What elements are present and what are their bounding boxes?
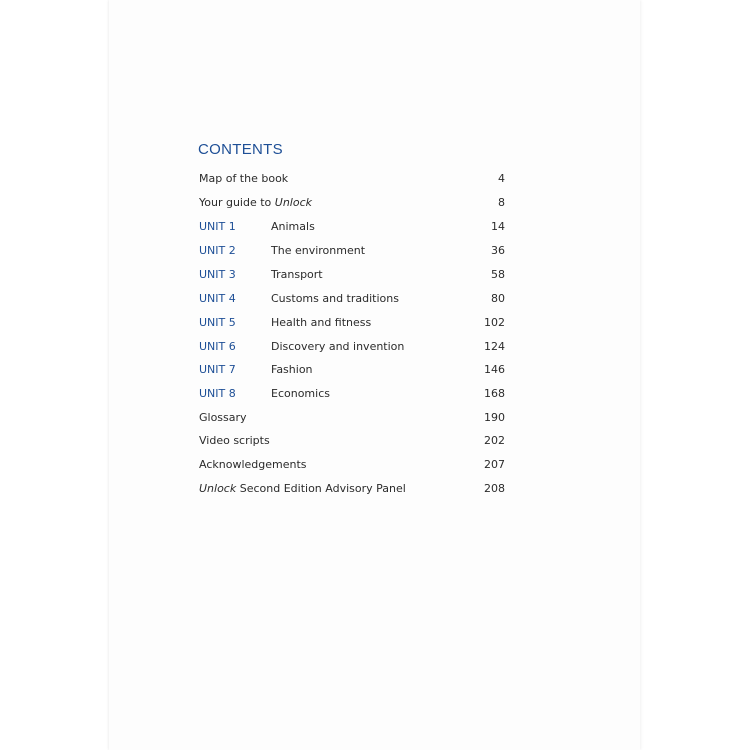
toc-entry-title: Acknowledgements: [199, 458, 307, 471]
toc-entry-title: Glossary: [199, 411, 247, 424]
toc-page-number: 207: [484, 458, 505, 471]
toc-unit-row: [199, 244, 505, 264]
toc-page-number: 4: [498, 172, 505, 185]
unit-title: Animals: [271, 220, 315, 233]
toc-unit-row: [199, 363, 505, 383]
toc-entry-title: Map of the book: [199, 172, 289, 185]
toc-page-number: 102: [484, 316, 505, 329]
toc-page-number: 36: [491, 244, 505, 257]
toc-unit-row: [199, 268, 505, 288]
toc-entry-title: [199, 196, 312, 209]
unit-title: Customs and traditions: [271, 292, 399, 305]
unit-title: Health and fitness: [271, 316, 372, 329]
toc-page-number: 168: [484, 387, 505, 400]
toc-entry-title: [199, 482, 406, 495]
toc-entry-title: Video scripts: [199, 434, 270, 447]
toc-page-number: 80: [491, 292, 505, 305]
toc-unit-row: [199, 316, 505, 336]
unit-label: UNIT 6: [199, 340, 236, 353]
toc-unit-row: [199, 387, 505, 407]
toc-entry-map-of-the-book: [199, 172, 505, 192]
toc-unit-row: [199, 340, 505, 360]
toc-entry-title-italic: Unlock: [274, 196, 313, 209]
unit-title: Fashion: [271, 363, 313, 376]
toc-entry-your-guide: [199, 196, 505, 216]
toc-page-number: 202: [484, 434, 505, 447]
toc-entry-video-scripts: [199, 434, 505, 454]
toc-page-number: 58: [491, 268, 505, 281]
unit-title: Transport: [271, 268, 323, 281]
toc-unit-row: [199, 220, 505, 240]
toc-entry-acknowledgements: [199, 458, 505, 478]
unit-label: UNIT 8: [199, 387, 236, 400]
toc-entry-title-suffix: Second Edition Advisory Panel: [236, 482, 406, 495]
toc-page-number: 14: [491, 220, 505, 233]
toc-page-number: 8: [498, 196, 505, 209]
toc-entry-glossary: [199, 411, 505, 431]
toc-entry-title-italic: Unlock: [199, 482, 237, 495]
unit-label: UNIT 2: [199, 244, 236, 257]
toc-unit-row: [199, 292, 505, 312]
toc-entry-advisory-panel: [199, 482, 505, 502]
toc-page-number: 208: [484, 482, 505, 495]
toc-page-number: 190: [484, 411, 505, 424]
toc-entry-title-prefix: Your guide to: [199, 196, 275, 209]
unit-label: UNIT 5: [199, 316, 236, 329]
unit-label: UNIT 4: [199, 292, 236, 305]
unit-title: The environment: [271, 244, 366, 257]
unit-title: Discovery and invention: [271, 340, 405, 353]
toc-page-number: 124: [484, 340, 505, 353]
toc-page-number: 146: [484, 363, 505, 376]
unit-label: UNIT 1: [199, 220, 236, 233]
unit-label: UNIT 7: [199, 363, 236, 376]
unit-title: Economics: [271, 387, 330, 400]
contents-heading: CONTENTS: [198, 141, 283, 158]
unit-label: UNIT 3: [199, 268, 236, 281]
